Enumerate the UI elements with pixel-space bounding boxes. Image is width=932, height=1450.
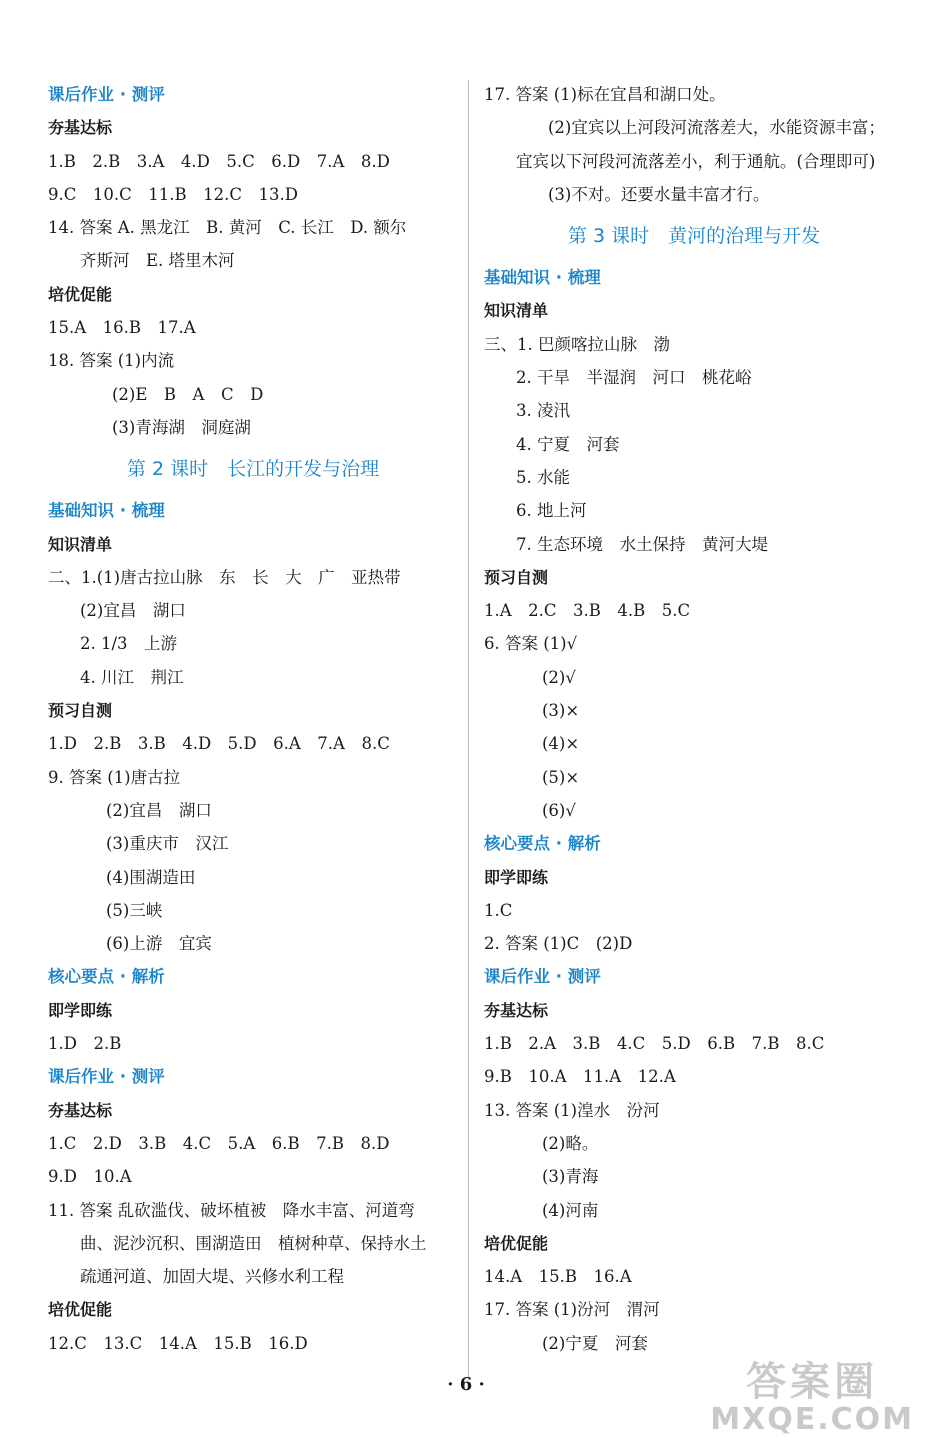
answer-line: (2)宁夏 河套 xyxy=(542,1333,648,1353)
answer-line: 1.B 2.A 3.B 4.C 5.D 6.B 7.B 8.C xyxy=(484,1034,825,1054)
answer-line: (3)不对。还要水量丰富才行。 xyxy=(548,184,770,204)
answer-line: 2. 1/3 上游 xyxy=(80,634,178,654)
answer-line: 14. 答案 A. 黑龙江 B. 黄河 C. 长江 D. 额尔 xyxy=(48,218,407,238)
page-number: · 6 · xyxy=(447,1374,485,1395)
answer-line: 4. 宁夏 河套 xyxy=(516,434,620,454)
answer-line: 1.D 2.B xyxy=(48,1034,122,1054)
subsection-heading: 夯基达标 xyxy=(48,1100,113,1120)
column-divider xyxy=(468,80,469,1380)
answer-line: (6)上游 宜宾 xyxy=(106,934,212,954)
answer-line: 2. 答案 (1)C (2)D xyxy=(484,934,633,954)
answer-line: 5. 水能 xyxy=(516,467,570,487)
answer-line: 9. 答案 (1)唐古拉 xyxy=(48,767,181,787)
answer-line: 1.C 2.D 3.B 4.C 5.A 6.B 7.B 8.D xyxy=(48,1133,390,1153)
answer-line: 11. 答案 乱砍滥伐、破坏植被 降水丰富、河道弯 xyxy=(48,1200,415,1220)
watermark-text: 答案圈 xyxy=(746,1359,879,1405)
answer-line: 9.C 10.C 11.B 12.C 13.D xyxy=(48,184,298,204)
section-heading: 核心要点 · 解析 xyxy=(48,967,165,987)
answer-line: (2)宜昌 湖口 xyxy=(106,800,212,820)
answer-line: 1.C xyxy=(484,900,513,920)
answer-line: 6. 答案 (1)√ xyxy=(484,634,578,654)
answer-line: 6. 地上河 xyxy=(516,501,587,521)
right-column xyxy=(484,78,904,1360)
answer-line: 二、1.(1)唐古拉山脉 东 长 大 广 亚热带 xyxy=(48,567,401,587)
answer-line: (3)青海 xyxy=(542,1167,599,1187)
subsection-heading: 培优促能 xyxy=(48,284,113,304)
watermark-url: MXQE.COM xyxy=(710,1402,914,1437)
answer-line: (2)√ xyxy=(542,667,576,687)
answer-line: 1.D 2.B 3.B 4.D 5.D 6.A 7.A 8.C xyxy=(48,734,390,754)
answer-line: (3)重庆市 汉江 xyxy=(106,834,229,854)
answer-line: 宜宾以下河段河流落差小，利于通航。(合理即可) xyxy=(516,151,876,171)
section-heading: 课后作业 · 测评 xyxy=(484,967,601,987)
subsection-heading: 即学即练 xyxy=(48,1000,113,1020)
answer-line: 17. 答案 (1)标在宜昌和湖口处。 xyxy=(484,85,726,104)
subsection-heading: 培优促能 xyxy=(484,1233,549,1253)
answer-line: (3)青海湖 洞庭湖 xyxy=(112,417,251,437)
answer-line: (2)E B A C D xyxy=(112,384,264,404)
lesson-title: 第 2 课时 长江的开发与治理 xyxy=(126,458,380,481)
section-heading: 课后作业 · 测评 xyxy=(48,85,165,104)
answer-line: 12.C 13.C 14.A 15.B 16.D xyxy=(48,1333,308,1353)
subsection-heading: 夯基达标 xyxy=(48,118,113,138)
subsection-heading: 预习自测 xyxy=(48,701,113,721)
answer-line: 2. 干旱 半湿润 河口 桃花峪 xyxy=(516,368,752,388)
subsection-heading: 预习自测 xyxy=(484,567,549,587)
answer-line: (2)宜昌 湖口 xyxy=(80,601,186,621)
answer-line: (4)围湖造田 xyxy=(106,867,196,887)
lesson-title: 第 3 课时 黄河的治理与开发 xyxy=(567,225,821,248)
subsection-heading: 培优促能 xyxy=(48,1300,113,1320)
answer-line: 4. 川江 荆江 xyxy=(80,667,184,687)
section-heading: 核心要点 · 解析 xyxy=(484,834,601,854)
answer-line: 18. 答案 (1)内流 xyxy=(48,351,175,371)
answer-line: (5)× xyxy=(542,767,580,787)
answer-line: 三、1. 巴颜喀拉山脉 渤 xyxy=(484,334,670,354)
answer-line: (2)略。 xyxy=(542,1133,599,1153)
answer-line: 疏通河道、加固大堤、兴修水利工程 xyxy=(80,1267,344,1287)
section-heading: 基础知识 · 梳理 xyxy=(48,501,165,521)
answer-line: 14.A 15.B 16.A xyxy=(484,1267,632,1287)
watermark-logo xyxy=(710,1360,914,1436)
subsection-heading: 知识清单 xyxy=(48,534,113,554)
subsection-heading: 即学即练 xyxy=(484,867,549,887)
answer-line: 1.A 2.C 3.B 4.B 5.C xyxy=(484,601,691,621)
answer-line: 9.B 10.A 11.A 12.A xyxy=(484,1067,676,1087)
answer-line: (4)河南 xyxy=(542,1200,599,1220)
answer-line: 3. 凌汛 xyxy=(516,401,570,421)
answer-line: (3)× xyxy=(542,701,580,721)
answer-line: 15.A 16.B 17.A xyxy=(48,318,196,338)
answer-line: (5)三峡 xyxy=(106,900,163,920)
answer-line: 齐斯河 E. 塔里木河 xyxy=(80,251,235,271)
answer-line: 9.D 10.A xyxy=(48,1167,132,1187)
answer-line: (2)宜宾以上河段河流落差大，水能资源丰富； xyxy=(548,118,885,138)
left-column xyxy=(48,78,458,1360)
answer-line: 17. 答案 (1)汾河 渭河 xyxy=(484,1300,660,1320)
answer-line: (6)√ xyxy=(542,800,576,820)
answer-line: 曲、泥沙沉积、围湖造田 植树种草、保持水土 xyxy=(80,1233,427,1253)
answer-line: 1.B 2.B 3.A 4.D 5.C 6.D 7.A 8.D xyxy=(48,151,390,171)
answer-line: (4)× xyxy=(542,734,580,754)
section-heading: 基础知识 · 梳理 xyxy=(484,268,601,288)
subsection-heading: 夯基达标 xyxy=(484,1000,549,1020)
subsection-heading: 知识清单 xyxy=(484,301,549,321)
section-heading: 课后作业 · 测评 xyxy=(48,1067,165,1087)
answer-line: 7. 生态环境 水土保持 黄河大堤 xyxy=(516,534,768,554)
answer-line: 13. 答案 (1)湟水 汾河 xyxy=(484,1100,660,1120)
